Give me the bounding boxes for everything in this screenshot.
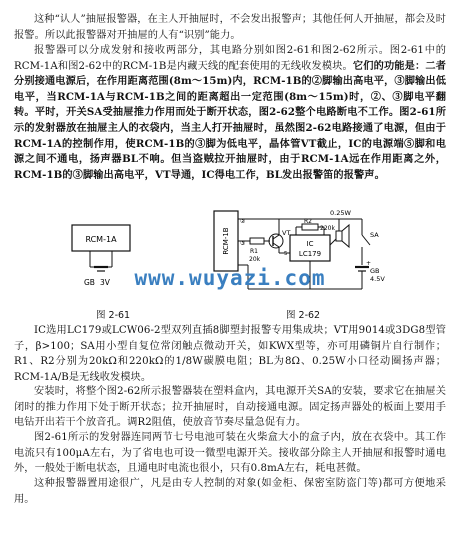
principle-function-text: 它们的功能是：二者分别接通电源后，在作用距离范围(8m～15m)内，RCM-1B的②脚输出高电平，③脚输出低电平，当RCM-1A与RCM-1B之间的距离超出一定范围(8m～15m)时，②、③脚电平翻转。平时，开关SA受抽屉推力作用而处于断开状态，图2-62整个电路断电不工作。图2-61所示的发射器放在抽屉主人的衣袋内，当主人打开抽屉时，虽然图2-62电路接通了电源，但由于RCM-1A的控制作用，使RCM-1B的③脚为低电平，晶体管VT截止，IC的电源端⑤脚和电源之间不通电，扬声器BL不响。但当盗贼拉开抽屉时，由于RCM-1A远在作用距离之外，RCM-1B的③脚输出高电平，VT导通，IC得电工作，BL发出报警笛的报警声。 — [14, 59, 447, 181]
paragraph-installation: 安装时，将整个图2-62所示报警器装在塑料盒内，其电源开关SA的安装，要求它在抽屉关闭时的推力作用下处于断开状态；拉开抽屉时，自动接通电源。固定扬声器处的板面上要用手电钻开出若干个放音孔。调R2阻值，使放音节奏尽量急促有力。 — [14, 386, 446, 429]
resistor-r1-value: 20k — [249, 256, 261, 263]
paragraph-principle — [14, 43, 446, 183]
speaker-bl — [336, 231, 342, 241]
battery-gb-label: GB — [370, 267, 380, 275]
resistor-r2-label: R2 — [304, 218, 312, 225]
resistor-r2-value: 220k — [320, 225, 335, 232]
figure-2-62-caption: 图 2-62 — [286, 310, 321, 321]
paragraph-transmitter: 图2-61所示的发射器连同两节七号电池可装在火柴盒大小的盒子内，放在衣袋中。其工作电流只有100μA左右，为了省电也可设一微型电源开关。接收部分除主人开抽屉和报警时通电外，一般处于断电状态，且通电时电流也很小，只有0.8mA左右，耗电甚微。 — [14, 432, 446, 475]
resistor-r1 — [250, 238, 264, 244]
pin-2-label: ② — [240, 218, 246, 225]
transistor-vt — [269, 234, 283, 248]
speaker-cone — [342, 225, 349, 247]
figure-2-62 — [212, 205, 392, 305]
battery-plus: + — [366, 260, 372, 267]
battery-voltage: 3V — [100, 278, 110, 287]
paragraph-usage: 这种报警器置用途很广，凡是由专人控制的对象(如金柜、保密室防盗门等)都可方便地采用。 — [14, 478, 446, 505]
module-rcm-1b-label: RCM-1B — [222, 227, 230, 255]
resistor-r1-label: R1 — [250, 248, 258, 255]
watermark-text: www.wuyazi.com — [134, 266, 326, 290]
paragraph-components: IC选用LC179或LCW06-2型双列直插8脚塑封报警专用集成块；VT用9014或3DG8型管子，β>100；SA用小型自复位常闭触点微动开关，如KWX型等，亦可用磷铜片自行制作；R1、R2分别为20kΩ和220kΩ的1/8W碳膜电阻；BL为8Ω、0.25W小口径动圈扬声器；RCM-1A/B是无线收发模块。 — [14, 325, 446, 383]
figure-2-61 — [60, 205, 170, 305]
switch-sa-label: SA — [370, 231, 379, 239]
speaker-power-label: 0.25W — [330, 209, 351, 217]
switch-sa — [362, 235, 370, 245]
figure-2-61-caption: 图 2-61 — [96, 310, 131, 321]
ic-label: IC — [306, 240, 314, 248]
battery-gb-value: 4.5V — [370, 275, 385, 283]
paragraph-intro: 这种“认人”抽屉报警器，在主人开抽屉时，不会发出报警声；其他任何人开抽屉，都会及时报警。所以此报警器对开抽屉的人有“识别”能力。 — [14, 14, 446, 41]
battery-label: GB — [84, 278, 95, 287]
ic-model: LC179 — [298, 250, 322, 258]
module-rcm-1a-label: RCM-1A — [85, 235, 117, 244]
ic-pin-5-label: 5 — [284, 251, 288, 257]
principle-text: 报警器可以分成发射和接收两部分，其电路分别如图2-61和图2-62所示。图2-61中的RCM-1A和图2-62中的RCM-1B是内藏天线的配套使用的无线收发模块。 — [14, 45, 446, 72]
transistor-vt-label: VT — [282, 229, 291, 237]
pin-3-label: ③ — [240, 240, 246, 247]
